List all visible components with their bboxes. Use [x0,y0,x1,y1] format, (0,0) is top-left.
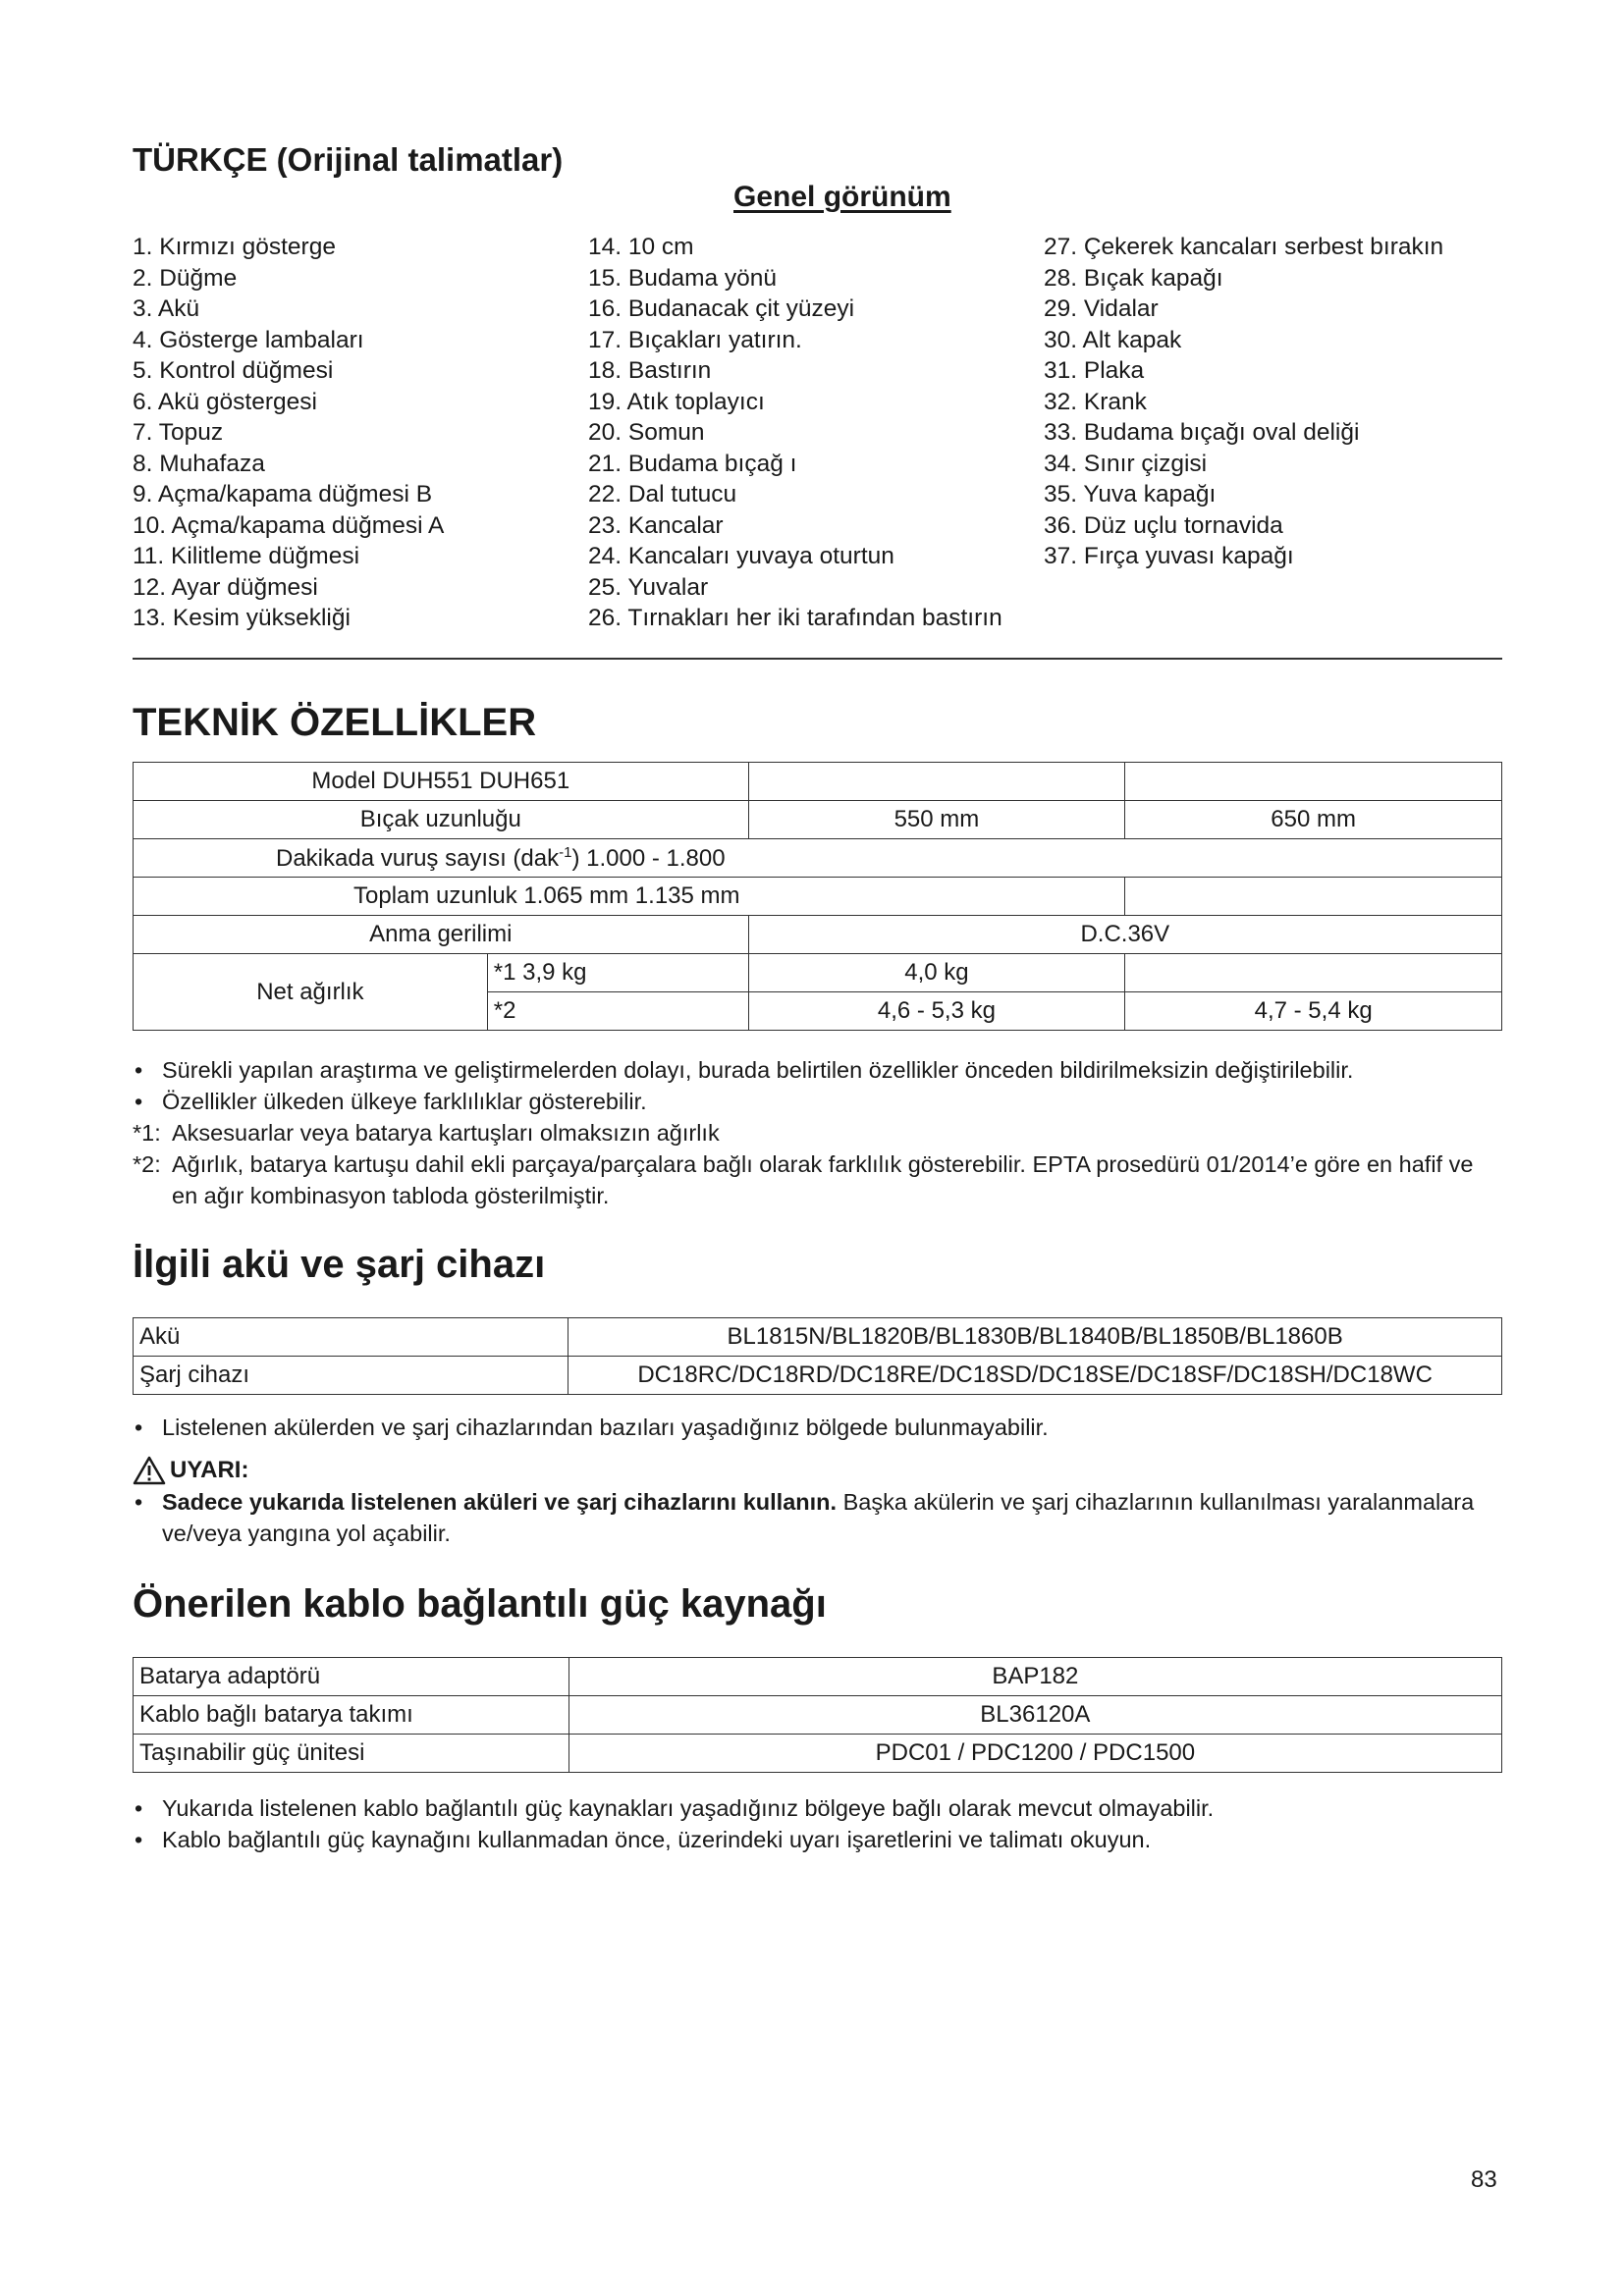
battery-heading: İlgili akü ve şarj cihazı [133,1243,546,1286]
specs-table [133,762,1502,1031]
part-item: 24. Kancaları yuvaya oturtun [588,543,894,569]
specs-heading: TEKNİK ÖZELLİKLER [133,701,537,744]
spec-length-cell: Toplam uzunluk 1.065 mm 1.135 mm [134,878,1125,916]
table-row [134,954,1502,992]
spec-weight-1-value: 4,0 kg [748,954,1125,992]
part-item: 7. Topuz [133,419,224,446]
power-note: • Kablo bağlantılı güç kaynağını kullanmadan önce, üzerindeki uyarı işaretlerini ve talimatı okuyun. [133,1824,1502,1855]
spec-weight-2-651: 4,7 - 5,4 kg [1125,992,1502,1031]
footnote-1 [133,1117,1502,1148]
footnote-2-mark: *2: [133,1151,161,1177]
part-item: 36. Düz uçlu tornavida [1044,511,1283,539]
warning-header [133,1455,1502,1486]
spec-strokes-text: Dakikada vuruş sayısı (dak [276,844,560,872]
part-item: 34. Sınır çizgisi [1044,450,1208,477]
power-value: PDC01 / PDC1200 / PDC1500 [568,1735,1501,1773]
spec-weight-2-551: 4,6 - 5,3 kg [748,992,1125,1031]
warning-label: UYARI: [170,1457,249,1483]
table-row [134,1318,1502,1357]
part-item: 33. Budama bıçağı oval deliği [1044,419,1360,446]
power-table [133,1657,1502,1773]
warning-bold-text: Sadece yukarıda listelenen aküleri ve şarj cihazlarını kullanın. [162,1489,838,1515]
part-item: 16. Budanacak çit yüzeyi [588,295,855,322]
spec-empty-cell [748,763,1125,801]
section-title-general-view: Genel görünüm [733,181,951,213]
part-item: 26. Tırnakları her iki tarafından bastırın [588,605,1002,631]
page-number: 83 [1471,2166,1497,2193]
battery-note: • Listelenen akülerden ve şarj cihazlarından bazıları yaşadığınız bölgede bulunmayabilir. [133,1412,1502,1443]
spec-voltage-value: D.C.36V [748,916,1501,954]
table-row [134,839,1502,878]
warning-body-text: Başka akülerin ve şarj cihazlarının kullanılması yaralanmalara ve/veya yangına yol açabilir. [162,1489,1475,1546]
spec-empty-cell [1125,878,1502,916]
power-heading: Önerilen kablo bağlantılı güç kaynağı [133,1582,827,1626]
table-row [134,801,1502,839]
warning-icon [133,1456,166,1485]
footnote-1-text: Aksesuarlar veya batarya kartuşları olmaksızın ağırlık [172,1120,720,1146]
part-item: 5. Kontrol düğmesi [133,357,334,384]
charger-value: DC18RC/DC18RD/DC18RE/DC18SD/DC18SE/DC18SF/DC18SH/DC18WC [568,1357,1502,1395]
spec-weight-1-label: *1 3,9 kg [487,954,748,992]
specs-notes [133,1054,1502,1211]
spec-weight-label: Net ağırlık [134,954,488,1031]
footnote-2-text: Ağırlık, batarya kartuşu dahil ekli parçaya/parçalara bağlı olarak farklılık gösterebilir. EPTA prosedürü 01/2014’e göre en hafif ve en ağır kombinasyon tabloda gösterilmiştir. [172,1151,1474,1208]
part-item: 27. Çekerek kancaları serbest bırakın [1044,234,1444,260]
part-item: 2. Düğme [133,264,238,292]
power-note: • Yukarıda listelenen kablo bağlantılı güç kaynakları yaşadığınız bölgeye bağlı olarak mevcut olmayabilir. [133,1792,1502,1824]
battery-label: Akü [134,1318,568,1357]
footnote-1-mark: *1: [133,1120,161,1146]
section-divider [133,658,1502,660]
part-item: 13. Kesim yüksekliği [133,605,351,631]
part-item: 17. Bıçakları yatırın. [588,326,802,353]
part-item: 23. Kancalar [588,511,724,539]
table-row [134,878,1502,916]
part-item: 12. Ayar düğmesi [133,573,318,601]
part-item: 19. Atık toplayıcı [588,388,765,415]
part-item: 11. Kilitleme düğmesi [133,543,360,569]
spec-strokes-range: ) 1.000 - 1.800 [571,844,726,872]
battery-notes [133,1412,1502,1549]
spec-strokes-cell [134,839,1502,878]
part-item: 31. Plaka [1044,357,1145,384]
table-row [134,763,1502,801]
power-notes [133,1792,1502,1855]
table-row [134,1658,1502,1696]
power-value: BAP182 [568,1658,1501,1696]
part-item: 9. Açma/kapama düğmesi B [133,481,433,507]
spec-empty-cell [1125,954,1502,992]
parts-column-3 [1044,232,1443,572]
part-item: 10. Açma/kapama düğmesi A [133,511,445,539]
charger-label: Şarj cihazı [134,1357,568,1395]
battery-table [133,1317,1502,1395]
part-item: 30. Alt kapak [1044,326,1182,353]
spec-blade-651: 650 mm [1125,801,1502,839]
part-item: 15. Budama yönü [588,264,778,292]
part-item: 21. Budama bıçağ ı [588,450,797,477]
part-item: 18. Bastırın [588,357,712,384]
table-row [134,916,1502,954]
part-item: 14. 10 cm [588,234,694,260]
spec-blade-label: Bıçak uzunluğu [134,801,749,839]
parts-column-2 [588,232,1002,634]
footnote-2 [133,1148,1502,1211]
part-item: 28. Bıçak kapağı [1044,264,1223,292]
power-value: BL36120A [568,1696,1501,1735]
power-label: Kablo bağlı batarya takımı [134,1696,569,1735]
spec-note: • Özellikler ülkeden ülkeye farklılıklar gösterebilir. [133,1086,1502,1117]
power-label: Taşınabilir güç ünitesi [134,1735,569,1773]
part-item: 20. Somun [588,419,705,446]
part-item: 8. Muhafaza [133,450,265,477]
spec-strokes-sup: -1 [559,843,572,861]
table-row [134,1735,1502,1773]
part-item: 3. Akü [133,295,200,322]
power-label: Batarya adaptörü [134,1658,569,1696]
part-item: 29. Vidalar [1044,295,1159,322]
part-item: 25. Yuvalar [588,573,709,601]
part-item: 35. Yuva kapağı [1044,481,1217,507]
battery-value: BL1815N/BL1820B/BL1830B/BL1840B/BL1850B/BL1860B [568,1318,1502,1357]
spec-weight-2-label: *2 [487,992,748,1031]
table-row [134,1696,1502,1735]
part-item: 32. Krank [1044,388,1147,415]
table-row [134,1357,1502,1395]
language-title: TÜRKÇE (Orijinal talimatlar) [133,141,564,178]
spec-blade-551: 550 mm [748,801,1125,839]
part-item: 4. Gösterge lambaları [133,326,364,353]
spec-empty-cell [1125,763,1502,801]
part-item: 1. Kırmızı gösterge [133,234,336,260]
parts-column-1 [133,232,444,634]
part-item: 6. Akü göstergesi [133,388,317,415]
spec-note: • Sürekli yapılan araştırma ve geliştirmelerden dolayı, burada belirtilen özellikler önceden bildirilmeksizin değiştirilebilir. [133,1054,1502,1086]
warning-text [133,1486,1502,1549]
part-item: 22. Dal tutucu [588,481,737,507]
part-item: 37. Fırça yuvası kapağı [1044,543,1294,569]
spec-voltage-label: Anma gerilimi [134,916,749,954]
spec-model-cell: Model DUH551 DUH651 [134,763,749,801]
